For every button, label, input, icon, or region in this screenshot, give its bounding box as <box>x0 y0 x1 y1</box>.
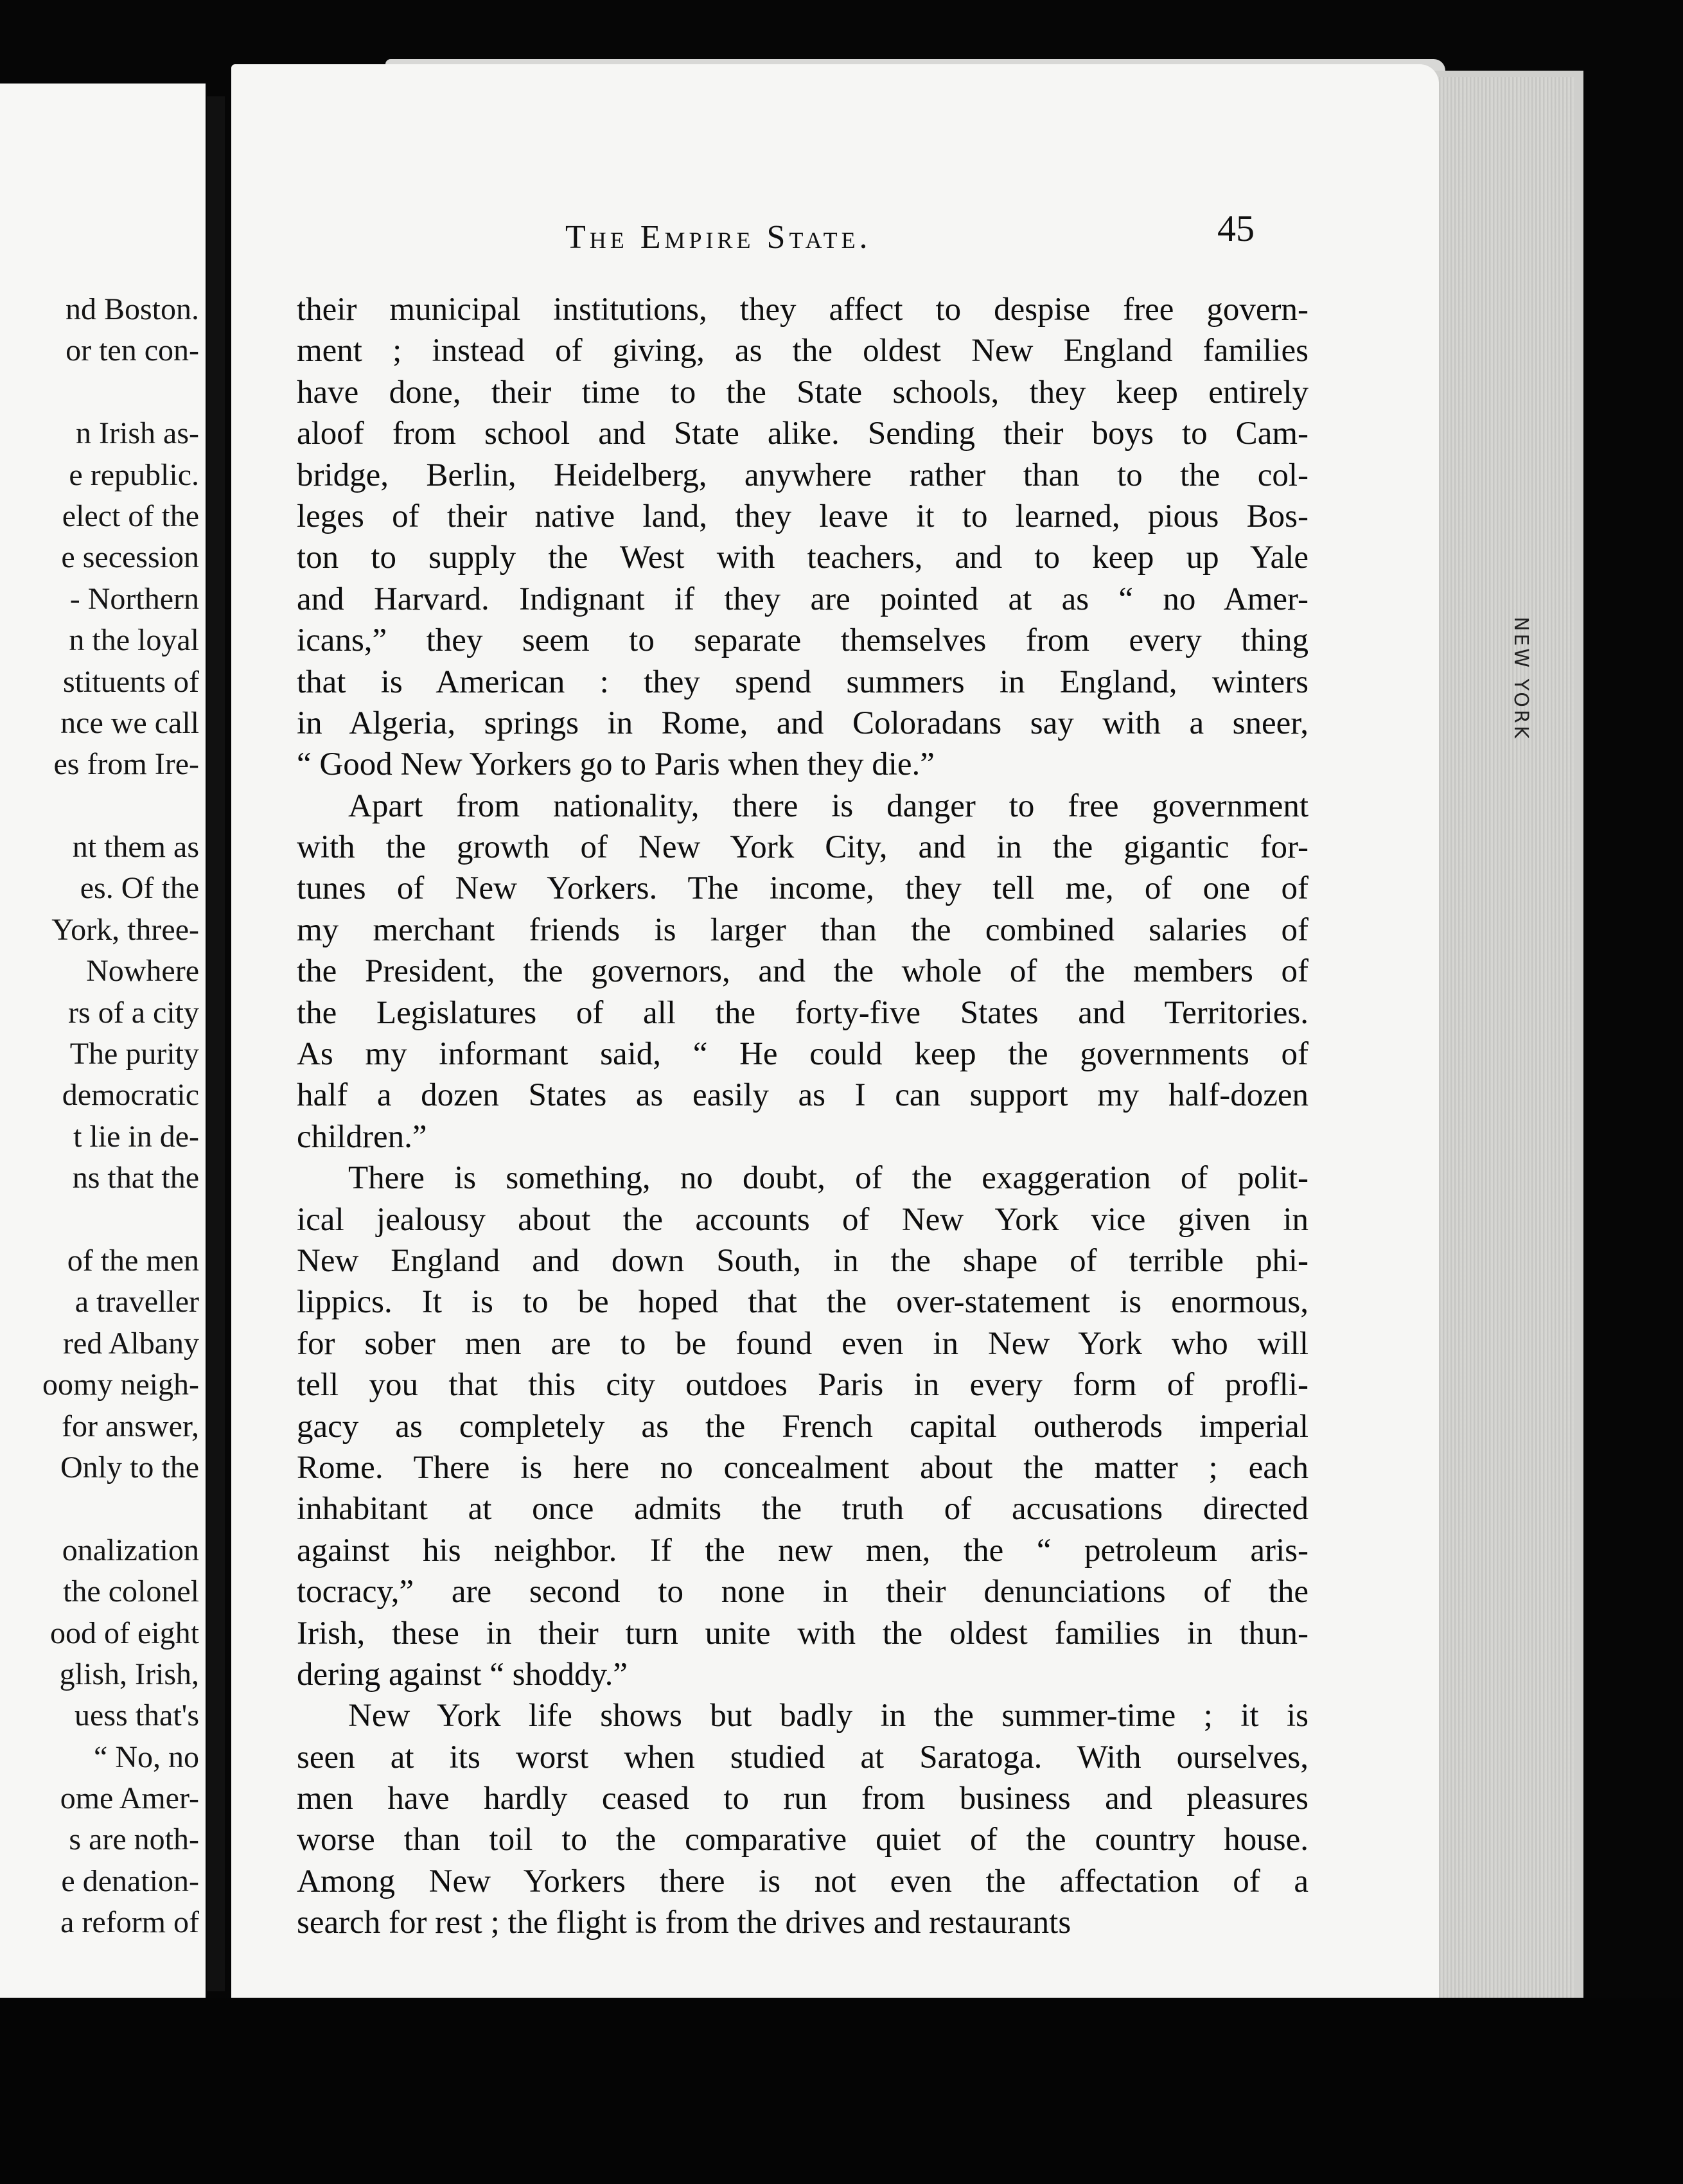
running-head: The Empire State. <box>565 219 872 256</box>
left-page-line: n the loyal <box>69 623 199 658</box>
text-line: search for rest ; the flight is from the drives and restaurants <box>297 1905 1071 1941</box>
scan-background <box>0 1998 1683 2184</box>
text-line: inhabitant at once admits the truth of accusations directed <box>297 1491 1309 1528</box>
left-page-line: t lie in de- <box>73 1119 199 1154</box>
left-page-line: e denation- <box>61 1863 199 1898</box>
text-line: the President, the governors, and the whole of the members of <box>297 953 1309 990</box>
text-line: Rome. There is here no concealment about the matter ; each <box>297 1449 1309 1486</box>
left-page-line: elect of the <box>62 498 199 533</box>
text-line: seen at its worst when studied at Saratoga. With ourselves, <box>297 1739 1309 1775</box>
left-page-line: - Northern <box>69 581 199 616</box>
text-line: Among New Yorkers there is not even the affectation of a <box>297 1863 1309 1899</box>
left-page-line: for answer, <box>62 1409 199 1443</box>
left-page-line: a traveller <box>75 1285 199 1319</box>
text-line: and Harvard. Indignant if they are pointed at as “ no Amer- <box>297 581 1309 617</box>
left-page-line: ome Amer- <box>60 1781 199 1816</box>
text-line: tocracy,” are second to none in their denunciations of the <box>297 1574 1309 1610</box>
text-line: tunes of New Yorkers. The income, they tell me, of one of <box>297 870 1309 907</box>
text-line: There is something, no doubt, of the exaggeration of polit- <box>348 1160 1309 1197</box>
left-page-line <box>0 1488 199 1529</box>
text-line: against his neighbor. If the new men, the “ petroleum aris- <box>297 1532 1309 1569</box>
paragraph <box>297 1695 1309 1943</box>
left-page-line: glish, Irish, <box>59 1657 199 1691</box>
left-page-line: uess that's <box>75 1698 199 1733</box>
left-page-line: n Irish as- <box>76 416 199 451</box>
text-line: leges of their native land, they leave it to learned, pious Bos- <box>297 498 1309 534</box>
left-page-line: stituents of <box>63 664 199 699</box>
left-page-line: nt them as <box>72 830 199 865</box>
text-line: have done, their time to the State schools, they keep entirely <box>297 374 1309 410</box>
left-page-line: or ten con- <box>66 333 199 368</box>
text-line: New England and down South, in the shape of terrible phi- <box>297 1242 1309 1279</box>
text-line: with the growth of New York City, and in the gigantic for- <box>297 829 1309 866</box>
left-page-line: ns that the <box>72 1161 199 1195</box>
paragraph <box>297 289 1309 786</box>
left-page-line: a reform of <box>60 1905 199 1940</box>
left-page-line: es from Ire- <box>53 747 199 782</box>
left-page-line: e secession <box>61 540 199 575</box>
left-page-line: of the men <box>67 1243 199 1278</box>
left-page-line: nd Boston. <box>65 292 199 326</box>
left-page-line: rs of a city <box>68 995 199 1030</box>
text-line: gacy as completely as the French capital outherods imperial <box>297 1408 1309 1445</box>
left-page-line: Only to the <box>60 1450 199 1484</box>
left-page <box>0 84 206 1998</box>
text-line: ment ; instead of giving, as the oldest New England families <box>297 333 1309 369</box>
text-line: in Algeria, springs in Rome, and Coloradans say with a sneer, <box>297 705 1309 741</box>
left-page-line: oomy neigh- <box>42 1368 199 1402</box>
text-line: ical jealousy about the accounts of New York vice given in <box>297 1201 1309 1238</box>
left-page-line <box>0 1199 199 1240</box>
text-line: ton to supply the West with teachers, and to keep up Yale <box>297 540 1309 576</box>
text-line: lippics. It is to be hoped that the over-statement is enormous, <box>297 1284 1309 1321</box>
left-page-line: onalization <box>62 1533 199 1567</box>
text-line: their municipal institutions, they affect to despise free govern- <box>297 292 1309 328</box>
left-page-line: The purity <box>69 1037 199 1071</box>
left-page-line: York, three- <box>51 912 199 947</box>
page-number: 45 <box>1217 207 1255 249</box>
paragraph <box>297 786 1309 1158</box>
left-page-line: democratic <box>62 1078 199 1113</box>
left-page-line: “ No, no <box>94 1739 199 1774</box>
left-page-text <box>0 289 199 1944</box>
text-line: that is American : they spend summers in England, winters <box>297 664 1309 700</box>
text-line: tell you that this city outdoes Paris in every form of profli- <box>297 1367 1309 1404</box>
left-page-line: the colonel <box>63 1574 199 1609</box>
left-page-line: es. Of the <box>80 871 199 906</box>
left-page-line: s are noth- <box>69 1822 199 1857</box>
text-line: “ Good New Yorkers go to Paris when they die.” <box>297 746 935 783</box>
text-line: Irish, these in their turn unite with the oldest families in thun- <box>297 1615 1309 1651</box>
text-line: aloof from school and State alike. Sending their boys to Cam- <box>297 416 1309 452</box>
left-page-line: Nowhere <box>86 954 199 989</box>
text-line: children.” <box>297 1118 427 1155</box>
left-page-line <box>0 786 199 827</box>
text-line: worse than toil to the comparative quiet of the country house. <box>297 1822 1309 1858</box>
text-line: the Legislatures of all the forty-five States and Territories. <box>297 994 1309 1031</box>
text-line: for sober men are to be found even in New York who will <box>297 1325 1309 1362</box>
text-line: men have hardly ceased to run from business and pleasures <box>297 1781 1309 1817</box>
left-page-line: nce we call <box>60 705 199 740</box>
text-line: As my informant said, “ He could keep the governments of <box>297 1036 1309 1073</box>
text-line: icans,” they seem to separate themselves from every thing <box>297 622 1309 659</box>
text-line: dering against “ shoddy.” <box>297 1656 628 1693</box>
text-line: half a dozen States as easily as I can support my half-dozen <box>297 1077 1309 1114</box>
left-page-line: ood of eight <box>50 1616 199 1650</box>
text-line: my merchant friends is larger than the combined salaries of <box>297 911 1309 948</box>
paragraph <box>297 1158 1309 1695</box>
text-line: Apart from nationality, there is danger to free government <box>348 788 1309 824</box>
text-line: New York life shows but badly in the summer-time ; it is <box>348 1698 1309 1734</box>
edge-mark: NEW YORK <box>1510 617 1532 741</box>
left-page-line: red Albany <box>63 1326 199 1361</box>
book-gutter <box>207 96 225 1991</box>
text-line: bridge, Berlin, Heidelberg, anywhere rather than to the col- <box>297 457 1309 493</box>
left-page-line: e republic. <box>69 457 199 492</box>
left-page-line <box>0 372 199 413</box>
body-text <box>297 289 1309 1944</box>
